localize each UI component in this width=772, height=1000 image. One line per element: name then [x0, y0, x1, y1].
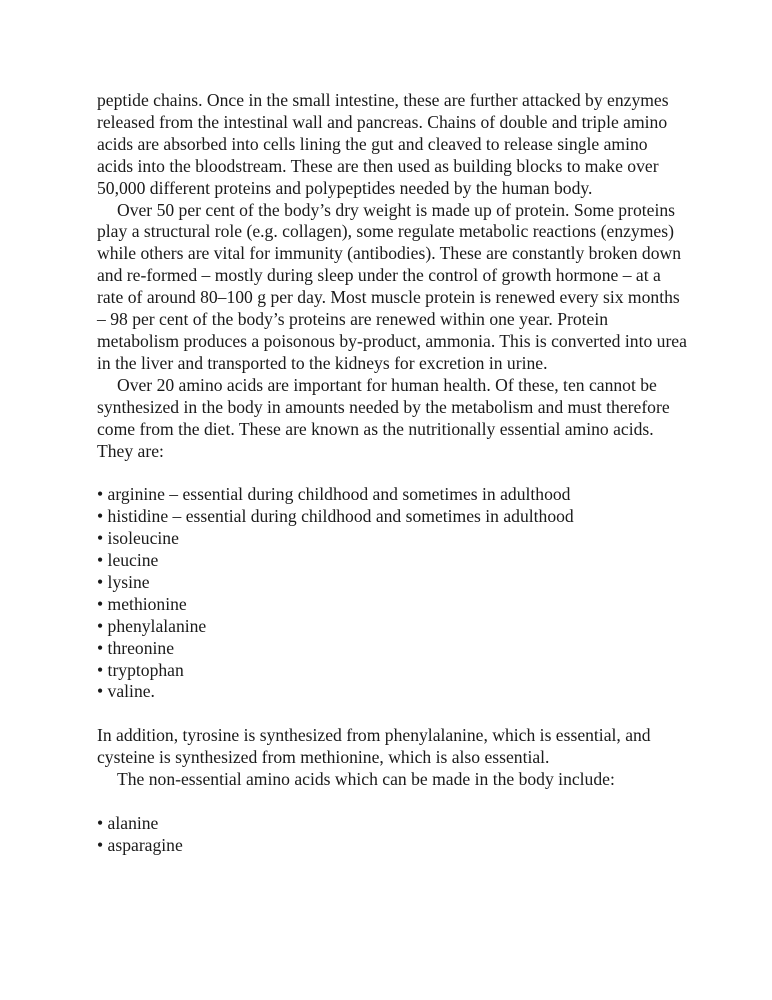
- paragraph-non-essential: The non-essential amino acids which can be made in the body include:: [117, 769, 615, 790]
- list-item: • phenylalanine: [97, 615, 207, 636]
- list-item: • isoleucine: [97, 528, 179, 549]
- paragraph-digestion: peptide chains. Once in the small intestine, these are further attacked by enzymes released from the intestinal wall and pancreas. Chains of double and triple amino acids are absorbed into cells lining the gut and cleaved to release single amino acids into the bloodstream. These are then used as building blocks to make over 50,000 different proteins and polypeptides needed by the human body.: [97, 90, 669, 198]
- list-item: • methionine: [97, 593, 187, 614]
- list-item: • leucine: [97, 550, 159, 571]
- essential-amino-acid-list: [97, 484, 687, 703]
- list-item: • alanine: [97, 812, 159, 833]
- paragraph-body-protein: Over 50 per cent of the body’s dry weight is made up of protein. Some proteins play a structural role (e.g. collagen), some regulate metabolic reactions (enzymes) while others are vital for immunity (antibodies). These are constantly broken down and re-formed – mostly during sleep under the control of growth hormone – at a rate of around 80–100 g per day. Most muscle protein is renewed every six months – 98 per cent of the body’s proteins are renewed within one year. Protein metabolism produces a poisonous by-product, ammonia. This is converted into urea in the liver and transported to the kidneys for excretion in urine.: [97, 199, 687, 373]
- list-item: • tryptophan: [97, 659, 184, 680]
- list-item: • threonine: [97, 637, 174, 658]
- list-item: • arginine – essential during childhood and sometimes in adulthood: [97, 484, 571, 505]
- paragraph-amino-acids: Over 20 amino acids are important for human health. Of these, ten cannot be synthesized in the body in amounts needed by the metabolism and must therefore come from the diet. These are known as the nutritionally essential amino acids. They are:: [97, 374, 670, 461]
- spacer: [97, 703, 687, 725]
- spacer: [97, 462, 687, 484]
- list-item: • lysine: [97, 571, 150, 592]
- non-essential-amino-acid-list: [97, 813, 687, 857]
- document-page: [97, 90, 687, 857]
- list-item: • histidine – essential during childhood and sometimes in adulthood: [97, 506, 574, 527]
- spacer: [97, 791, 687, 813]
- list-item: • asparagine: [97, 834, 183, 855]
- paragraph-tyrosine: In addition, tyrosine is synthesized from phenylalanine, which is essential, and cysteine is synthesized from methionine, which is also essential.: [97, 725, 651, 768]
- list-item: • valine.: [97, 681, 155, 702]
